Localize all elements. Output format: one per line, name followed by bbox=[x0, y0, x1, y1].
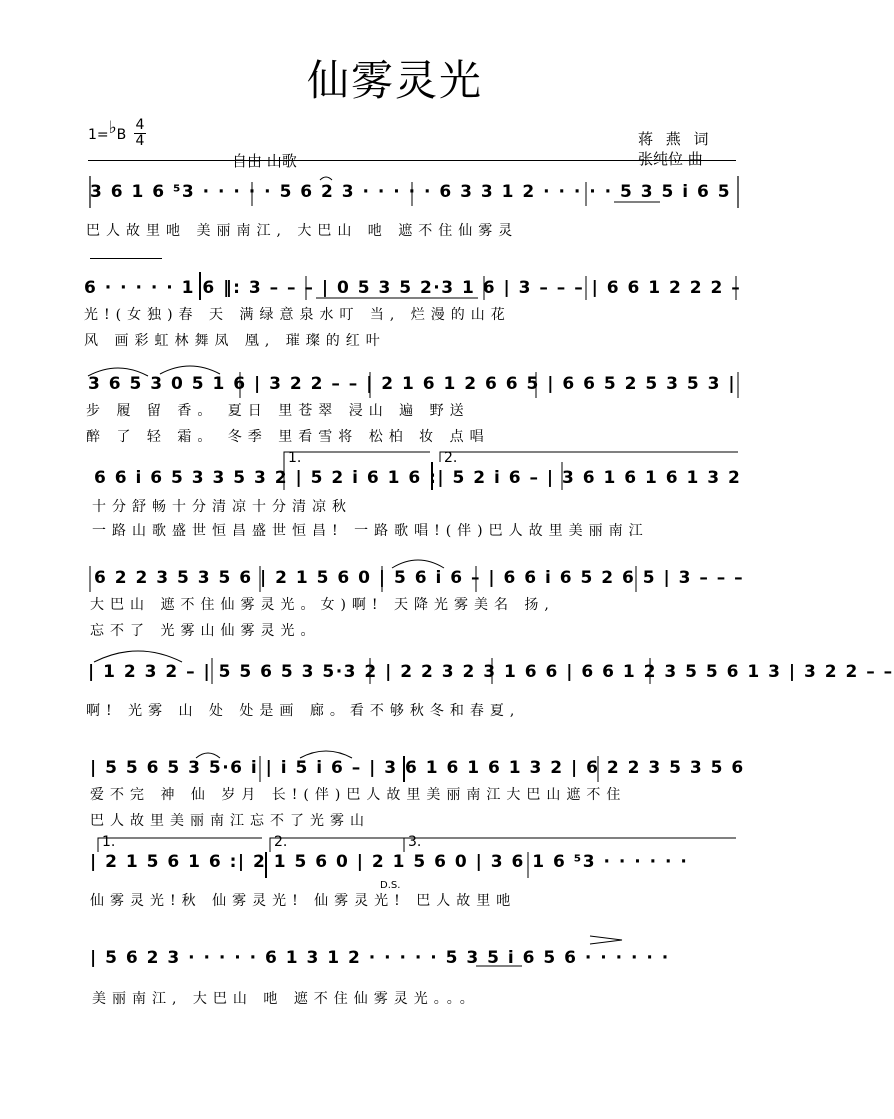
row-4-lyric-1: 十分舒畅十分清凉十分清凉秋 bbox=[92, 499, 352, 515]
row-4-notes: 6 6 i 6 5 3 3 5 3 2 | 5 2 i 6 1 6 :| 5 2 i 6 – | 3 6 1 6 1 6 1 3 2 bbox=[94, 468, 742, 488]
row-2-lyric-1: 光!(女独)春 天 满绿意泉水叮 当, 烂漫的山花 bbox=[84, 307, 511, 323]
row-5-notes: 6 2 2 3 5 3 5 6 | 2 1 5 6 0 | 5 6 i 6 – | 6 6 i 6 5 2 6 5 | 3 – – – bbox=[94, 568, 745, 588]
row-7-lyric-1: 爱不完 神 仙 岁月 长!(伴)巴人故里美丽南江大巴山遮不住 bbox=[90, 787, 627, 803]
row-3-notes: 3 6 5 3 0 5 1 6 | 3 2 2 – – | 2 1 6 1 2 6 6 5 | 6 6 5 2 5 3 5 3 | bbox=[88, 374, 737, 394]
volta-3-label: 3. bbox=[408, 834, 422, 850]
row-1-notes: 3 6 1 6 ⁵3 · · · · · 5 6 2 3 · · · · · 6 3 3 1 2 · · · · · 5 3 5 i 6 5 bbox=[90, 182, 732, 202]
row-8-notes: | 2 1 5 6 1 6 :| 2 1 5 6 0 | 2 1 5 6 0 | 3 6 1 6 ⁵3 · · · · · · bbox=[90, 852, 689, 872]
composer-credit: 张纯位 曲 bbox=[638, 150, 703, 168]
time-signature bbox=[134, 118, 146, 149]
row-3-lyric-1: 步 履 留 香。 夏日 里苍翠 浸山 遍 野送 bbox=[86, 403, 470, 419]
row-5-lyric-2: 忘不了 光雾山仙雾灵光。 bbox=[90, 623, 321, 639]
volta-1-label-repeat: 1. bbox=[102, 834, 116, 850]
row-7-notes: | 5 5 6 5 3 5·6 i | i 5 i 6 – | 3 6 1 6 1 6 1 3 2 | 6 2 2 3 5 3 5 6 bbox=[90, 758, 745, 778]
tempo-marking: 自由 山歌 bbox=[232, 152, 297, 170]
row-2-lyric-2: 风 画彩虹林舞凤 凰, 璀璨的红叶 bbox=[84, 333, 386, 349]
row-6-notes: | 1 2 3 2 – | 5 5 6 5 3 5·3 2 | 2 2 3 2 3 1 6 6 | 6 6 1 2 3 5 5 6 1 3 | 3 2 2 – – bbox=[88, 662, 894, 682]
key-note: B bbox=[116, 127, 127, 143]
volta-2-label-repeat: 2. bbox=[274, 834, 288, 850]
row-9-notes: | 5 6 2 3 · · · · · 6 1 3 1 2 · · · · · 5 3 5 i 6 5 6 · · · · · · bbox=[90, 948, 670, 968]
time-bottom: 4 bbox=[135, 133, 145, 149]
lyricist-credit: 蒋 燕 词 bbox=[638, 130, 713, 148]
volta-2-label: 2. bbox=[444, 450, 458, 466]
time-top: 4 bbox=[135, 117, 145, 133]
key-signature bbox=[88, 118, 127, 144]
row-3-lyric-2: 醉 了 轻 霜。 冬季 里看雪将 松柏 妆 点唱 bbox=[86, 429, 490, 445]
row-7-lyric-2: 巴人故里美丽南江忘不了光雾山 bbox=[90, 813, 370, 829]
score-row-9 bbox=[0, 940, 790, 1090]
row-8-lyric-1: 仙雾灵光!秋 仙雾灵光! 仙雾灵光! 巴人故里吔 bbox=[90, 893, 517, 909]
row-2-overline bbox=[90, 258, 162, 259]
song-title: 仙雾灵光 bbox=[306, 56, 483, 105]
row-2-notes: 6 · · · · · 1 6 ‖: 3 – – – | 0 5 3 5 2·3 1 6 | 3 – – – | 6 6 1 2 2 2 – bbox=[84, 278, 742, 298]
row-6-lyric-1: 啊! 光雾 山 处 处是画 廊。看不够秋冬和春夏, bbox=[86, 703, 521, 719]
key-prefix: 1= bbox=[88, 127, 109, 143]
dal-segno-marking: D.S. bbox=[380, 880, 401, 891]
row-5-lyric-1: 大巴山 遮不住仙雾灵光。女)啊! 天降光雾美名 扬, bbox=[90, 597, 555, 613]
flat-icon: ♭ bbox=[108, 118, 117, 138]
row-1-lyric-1: 巴人故里吔 美丽南江, 大巴山 吔 遮不住仙雾灵 bbox=[86, 223, 519, 239]
volta-1-label: 1. bbox=[288, 450, 302, 466]
row-9-lyric-1: 美丽南江, 大巴山 吔 遮不住仙雾灵光。。。 bbox=[92, 991, 480, 1007]
row-4-lyric-2: 一路山歌盛世恒昌盛世恒昌! 一路歌唱!(伴)巴人故里美丽南江 bbox=[92, 523, 649, 539]
header-rule bbox=[88, 160, 736, 161]
